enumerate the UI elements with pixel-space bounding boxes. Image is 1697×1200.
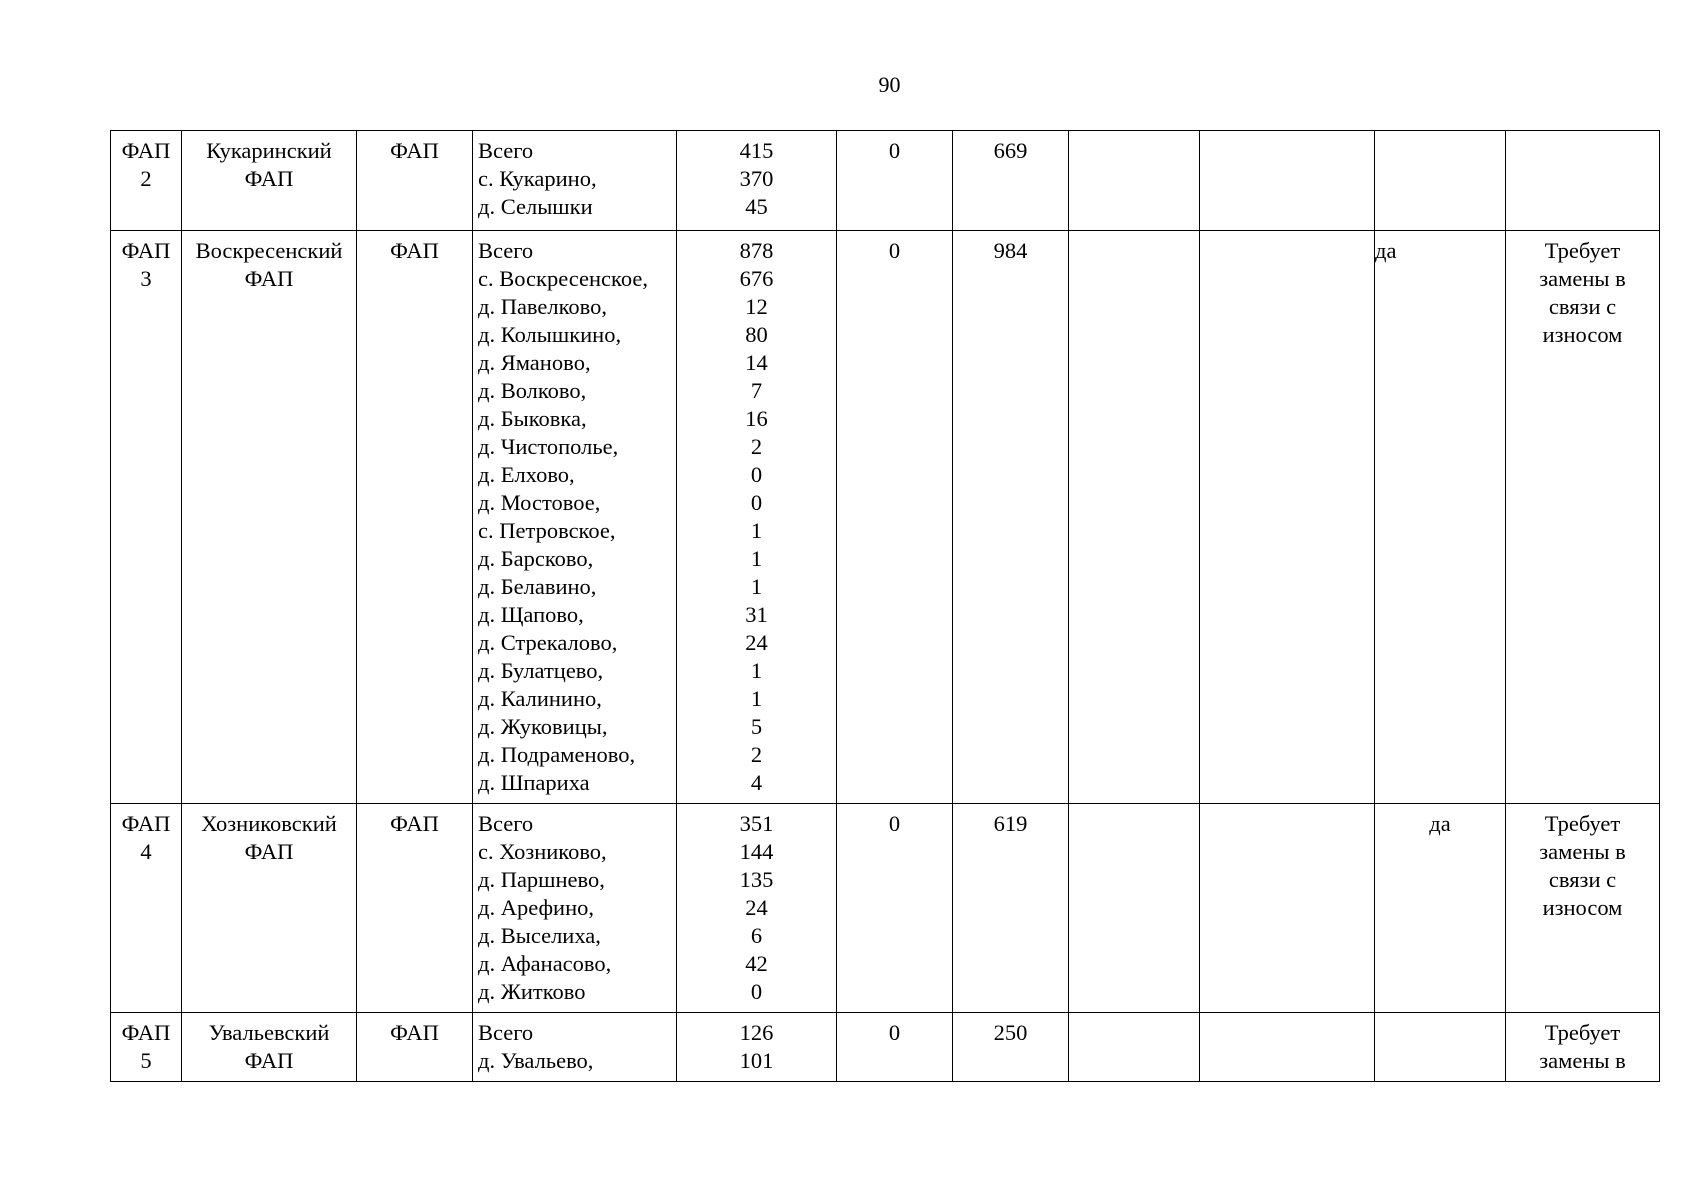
col9-cell xyxy=(1200,231,1375,804)
population-value: 24 xyxy=(745,895,768,920)
population-value: 4 xyxy=(750,770,763,795)
population-value: 0 xyxy=(750,979,763,1004)
facilities-table xyxy=(110,130,1660,1082)
note-line: замены в xyxy=(1539,266,1626,291)
col7-cell: 984 xyxy=(953,231,1069,804)
note-line: замены в xyxy=(1539,1048,1626,1073)
location-item: д. Белавино, xyxy=(478,574,597,599)
population-value: 24 xyxy=(745,630,768,655)
facility-name-line: ФАП xyxy=(244,839,294,864)
facility-code-cell xyxy=(111,131,182,231)
population-value: 1 xyxy=(750,686,763,711)
facility-name-line: Кукаринский xyxy=(206,138,332,163)
population-value: 1 xyxy=(750,574,763,599)
location-item: д. Житково xyxy=(478,979,586,1004)
location-item: с. Петровское, xyxy=(478,518,616,543)
col8-cell xyxy=(1069,131,1200,231)
note-cell xyxy=(1506,131,1660,231)
location-item: д. Чистополье, xyxy=(478,434,619,459)
replace-flag-cell: да xyxy=(1375,231,1506,804)
facility-code-line: ФАП xyxy=(121,138,171,163)
population-value: 0 xyxy=(750,462,763,487)
population-cell xyxy=(677,804,837,1013)
note-cell xyxy=(1506,231,1660,804)
location-item: с. Воскресенское, xyxy=(478,266,648,291)
location-item: д. Паршнево, xyxy=(478,867,605,892)
facility-code-cell xyxy=(111,1013,182,1082)
col8-cell xyxy=(1069,804,1200,1013)
population-value: 45 xyxy=(745,194,768,219)
location-item: д. Барсково, xyxy=(478,546,594,571)
population-value: 14 xyxy=(745,350,768,375)
location-item: д. Колышкино, xyxy=(478,322,622,347)
facility-name-line: Хозниковский xyxy=(201,811,337,836)
location-item: с. Хозниково, xyxy=(478,839,607,864)
note-line: замены в xyxy=(1539,839,1626,864)
location-item: д. Подраменово, xyxy=(478,742,636,767)
table-row xyxy=(111,131,1660,231)
facility-name-cell xyxy=(182,131,357,231)
location-item: д. Мостовое, xyxy=(478,490,601,515)
col7-cell: 669 xyxy=(953,131,1069,231)
note-cell xyxy=(1506,1013,1660,1082)
population-value: 676 xyxy=(739,266,774,291)
population-value: 415 xyxy=(739,138,774,163)
note-cell xyxy=(1506,804,1660,1013)
note-line: Требует xyxy=(1544,1020,1621,1045)
location-item: Всего xyxy=(478,811,534,836)
population-value: 370 xyxy=(739,166,774,191)
replace-flag-cell xyxy=(1375,1013,1506,1082)
col6-cell: 0 xyxy=(837,804,953,1013)
location-item: д. Селышки xyxy=(478,194,593,219)
population-value: 2 xyxy=(750,434,763,459)
col9-cell xyxy=(1200,1013,1375,1082)
location-item: д. Калинино, xyxy=(478,686,602,711)
col8-cell xyxy=(1069,1013,1200,1082)
facility-code-line: 3 xyxy=(140,266,152,291)
population-value: 2 xyxy=(750,742,763,767)
population-value: 351 xyxy=(739,811,774,836)
population-value: 5 xyxy=(750,714,763,739)
facility-name-line: Увальевский xyxy=(208,1020,330,1045)
facility-name-line: ФАП xyxy=(244,266,294,291)
locations-cell xyxy=(473,231,677,804)
note-line: износом xyxy=(1542,895,1623,920)
facility-name-line: ФАП xyxy=(244,166,294,191)
col7-cell: 250 xyxy=(953,1013,1069,1082)
location-item: д. Шпариха xyxy=(478,770,590,795)
col6-cell: 0 xyxy=(837,1013,953,1082)
population-value: 80 xyxy=(745,322,768,347)
population-cell xyxy=(677,131,837,231)
locations-cell xyxy=(473,131,677,231)
population-cell xyxy=(677,231,837,804)
facility-code-line: ФАП xyxy=(121,238,171,263)
facility-code-line: 2 xyxy=(140,166,152,191)
col8-cell xyxy=(1069,231,1200,804)
facility-code-line: ФАП xyxy=(121,811,171,836)
facility-code-cell xyxy=(111,804,182,1013)
facility-code-line: ФАП xyxy=(121,1020,171,1045)
population-value: 1 xyxy=(750,518,763,543)
population-value: 16 xyxy=(745,406,768,431)
location-item: д. Быковка, xyxy=(478,406,587,431)
location-item: д. Увальево, xyxy=(478,1048,594,1073)
replace-flag-cell: да xyxy=(1375,804,1506,1013)
facility-type-cell: ФАП xyxy=(357,804,473,1013)
population-cell xyxy=(677,1013,837,1082)
replace-flag-cell xyxy=(1375,131,1506,231)
population-value: 878 xyxy=(739,238,774,263)
facility-code-line: 4 xyxy=(140,839,152,864)
table-row xyxy=(111,231,1660,804)
locations-cell xyxy=(473,804,677,1013)
table-row xyxy=(111,804,1660,1013)
facility-code-cell xyxy=(111,231,182,804)
col6-cell: 0 xyxy=(837,131,953,231)
table-row xyxy=(111,1013,1660,1082)
facility-name-cell xyxy=(182,231,357,804)
population-value: 42 xyxy=(745,951,768,976)
facility-name-line: Воскресенский xyxy=(195,238,343,263)
location-item: Всего xyxy=(478,138,534,163)
population-value: 31 xyxy=(745,602,768,627)
facility-code-line: 5 xyxy=(140,1048,152,1073)
location-item: с. Кукарино, xyxy=(478,166,597,191)
note-line: Требует xyxy=(1544,811,1621,836)
population-value: 6 xyxy=(750,923,763,948)
note-line: износом xyxy=(1542,322,1623,347)
location-item: Всего xyxy=(478,1020,534,1045)
col7-cell: 619 xyxy=(953,804,1069,1013)
location-item: д. Стрекалово, xyxy=(478,630,618,655)
facility-type-cell: ФАП xyxy=(357,231,473,804)
facility-name-cell xyxy=(182,1013,357,1082)
population-value: 135 xyxy=(739,867,774,892)
population-value: 1 xyxy=(750,658,763,683)
location-item: д. Елхово, xyxy=(478,462,575,487)
locations-cell xyxy=(473,1013,677,1082)
location-item: Всего xyxy=(478,238,534,263)
population-value: 126 xyxy=(739,1020,774,1045)
facility-type-cell: ФАП xyxy=(357,1013,473,1082)
location-item: д. Булатцево, xyxy=(478,658,604,683)
location-item: д. Афанасово, xyxy=(478,951,612,976)
col6-cell: 0 xyxy=(837,231,953,804)
note-line: связи с xyxy=(1548,294,1617,319)
population-value: 0 xyxy=(750,490,763,515)
population-value: 101 xyxy=(739,1048,774,1073)
col9-cell xyxy=(1200,804,1375,1013)
facility-type-cell: ФАП xyxy=(357,131,473,231)
location-item: д. Выселиха, xyxy=(478,923,601,948)
location-item: д. Ямановo, xyxy=(478,350,591,375)
page-number: 90 xyxy=(878,72,901,97)
population-value: 12 xyxy=(745,294,768,319)
population-value: 144 xyxy=(739,839,774,864)
population-value: 7 xyxy=(750,378,763,403)
note-line: Требует xyxy=(1544,238,1621,263)
population-value: 1 xyxy=(750,546,763,571)
location-item: д. Жуковицы, xyxy=(478,714,608,739)
location-item: д. Павелково, xyxy=(478,294,608,319)
note-line: связи с xyxy=(1548,867,1617,892)
facility-name-cell xyxy=(182,804,357,1013)
location-item: д. Волково, xyxy=(478,378,587,403)
location-item: д. Щапово, xyxy=(478,602,584,627)
facility-name-line: ФАП xyxy=(244,1048,294,1073)
col9-cell xyxy=(1200,131,1375,231)
location-item: д. Арефино, xyxy=(478,895,594,920)
